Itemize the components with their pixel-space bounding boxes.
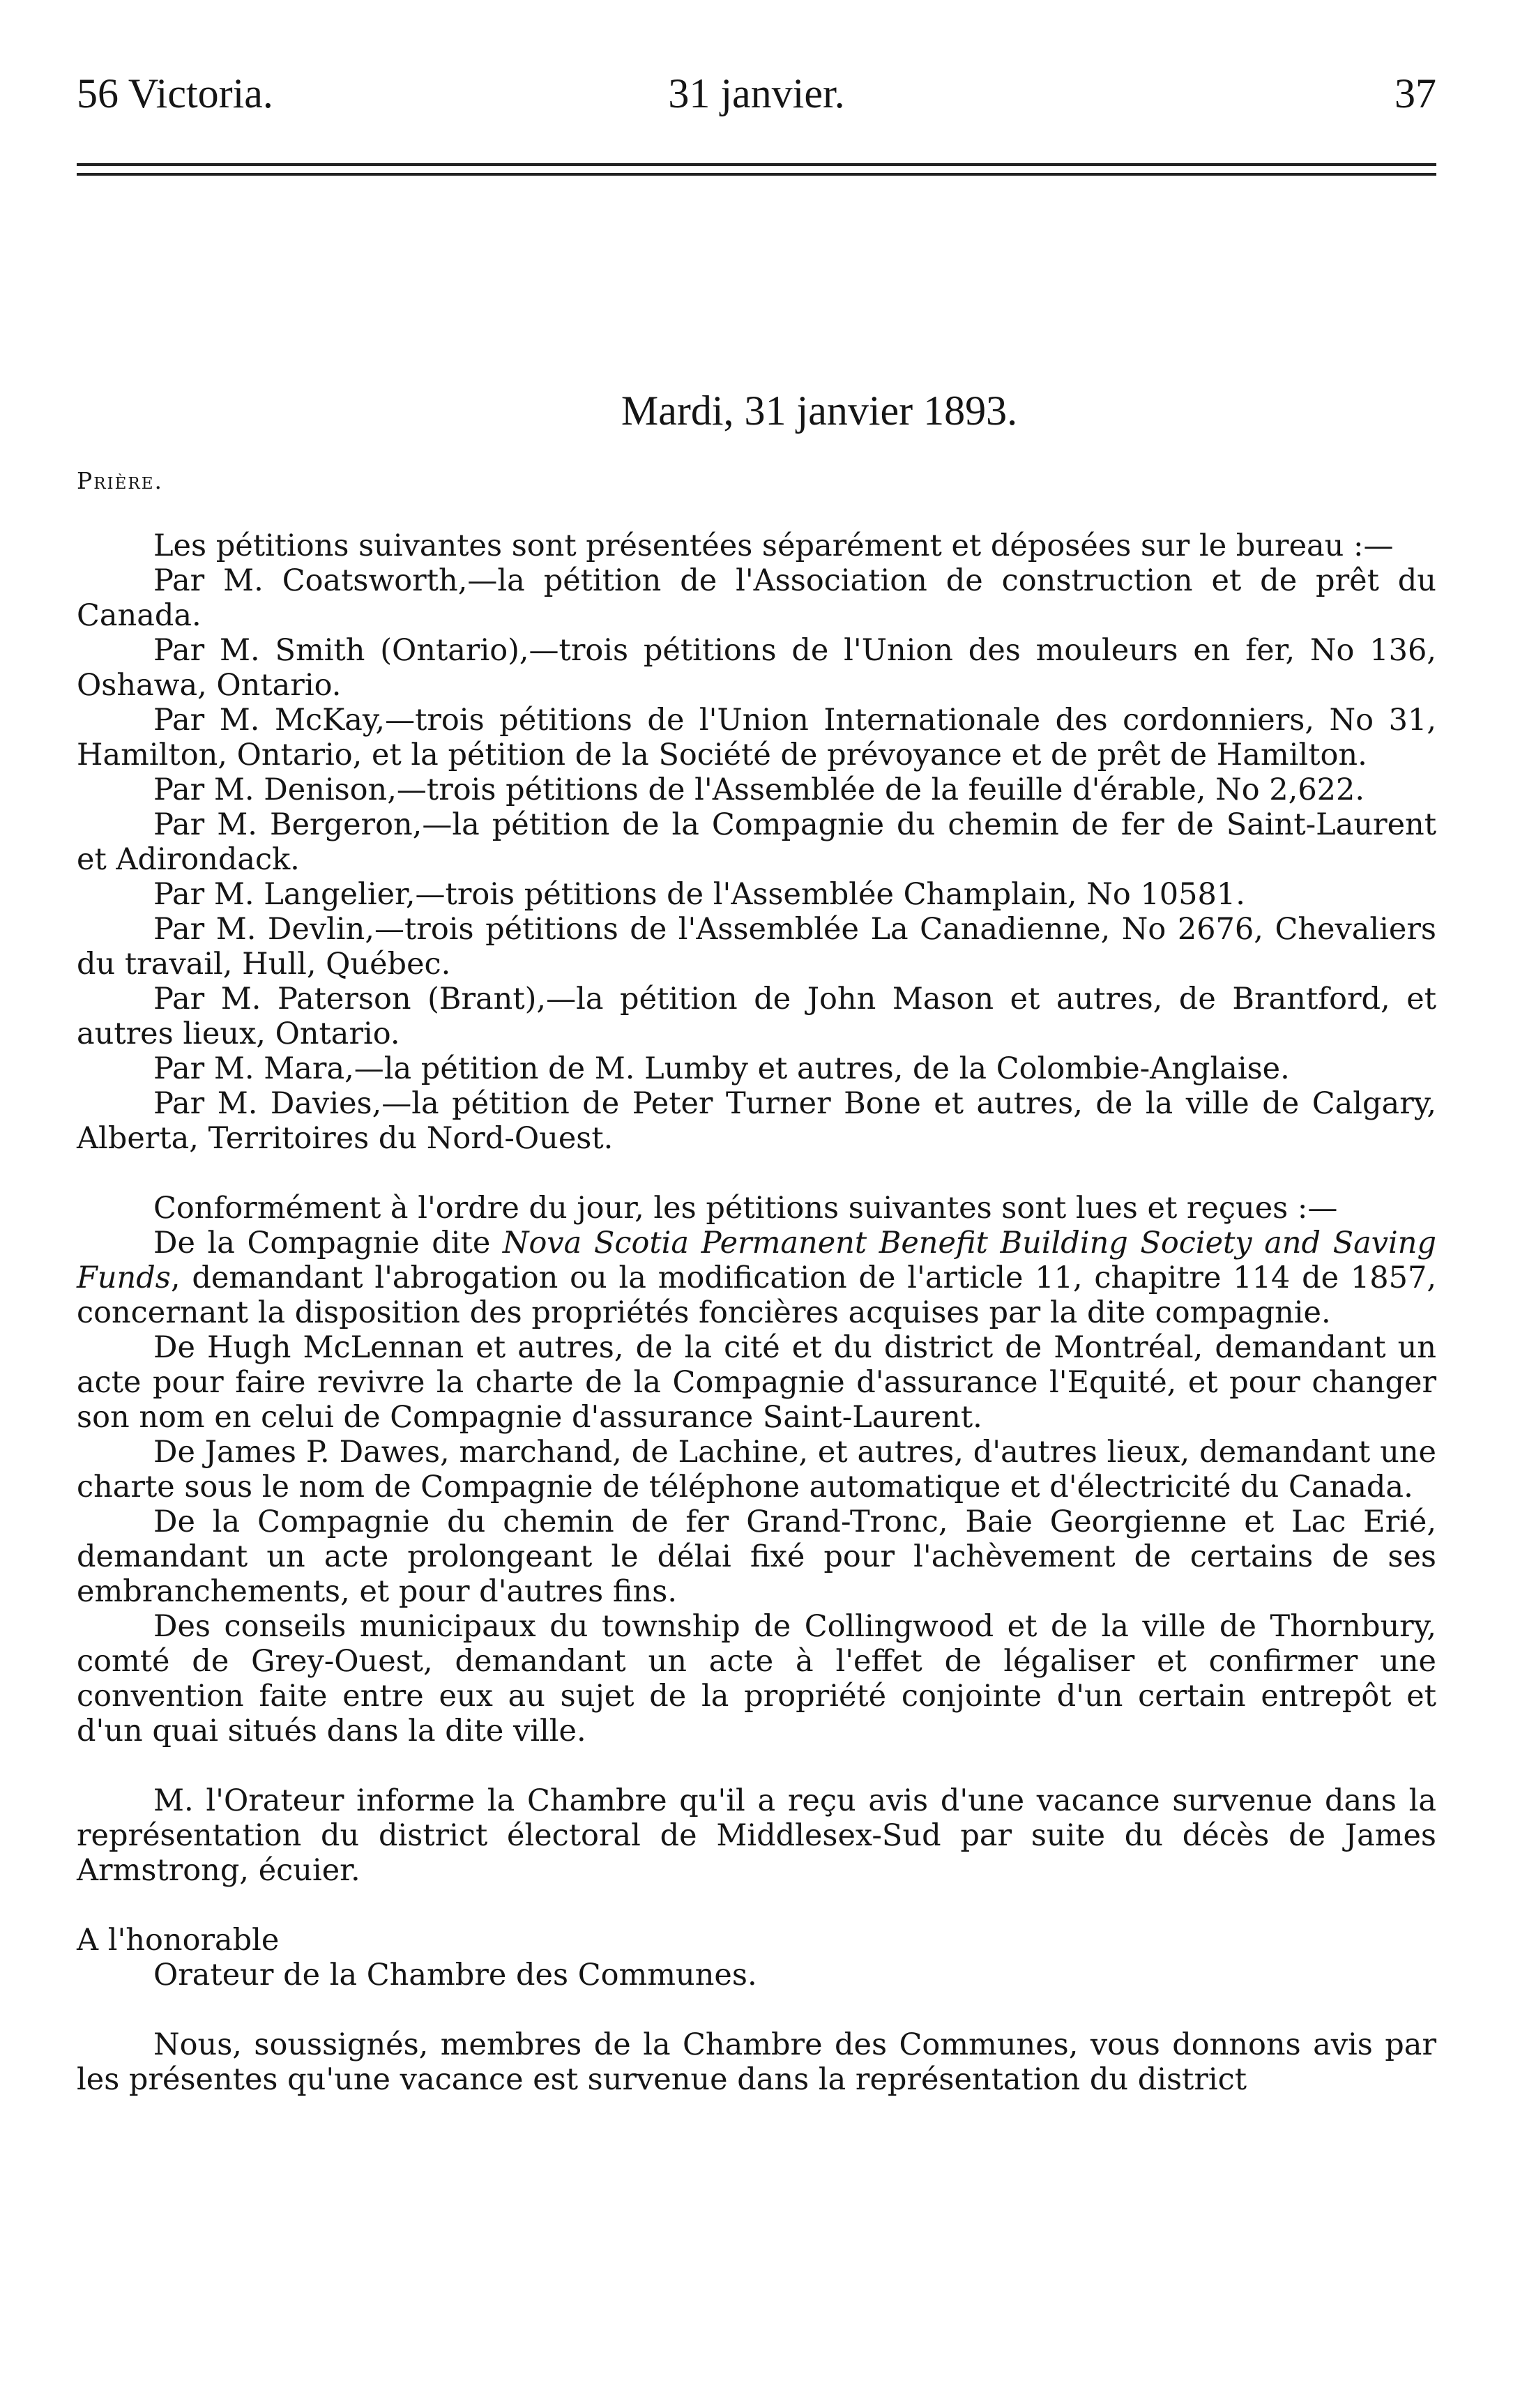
header-double-rule xyxy=(77,163,1436,176)
petition-item: Par M. Mara,—la pétition de M. Lumby et autres, de la Colombie-Anglaise. xyxy=(153,1051,1290,1086)
journal-page xyxy=(77,70,1437,2097)
received-petition-first xyxy=(77,1226,1436,1330)
orateur-notice: M. l'Orateur informe la Chambre qu'il a reçu avis d'une vacance survenue dans la représentation du district électoral de Middlesex-Sud par suite du décès de James Armstrong, écuier. xyxy=(77,1783,1436,1888)
received-first-after: , demandant l'abrogation ou la modification de l'article 11, chapitre 114 de 1857, concernant la disposition des propriétés foncières acquises par la dite compagnie. xyxy=(77,1260,1436,1330)
address-line-1: A l'honorable xyxy=(77,1923,280,1958)
received-intro: Conformément à l'ordre du jour, les pétitions suivantes sont lues et reçues :— xyxy=(153,1191,1338,1226)
petitions-intro: Les pétitions suivantes sont présentées séparément et déposées sur le bureau :— xyxy=(153,528,1394,563)
received-petition: De Hugh McLennan et autres, de la cité et du district de Montréal, demandant un acte pour faire revivre la charte de la Compagnie d'assurance l'Equité, et pour changer son nom en celui de Compagnie d'assurance Saint-Laurent. xyxy=(77,1330,1436,1435)
header-session: 56 Victoria. xyxy=(77,70,273,116)
petition-item: Par M. Langelier,—trois pétitions de l'Assemblée Champlain, No 10581. xyxy=(153,877,1245,912)
address-line-2: Orateur de la Chambre des Communes. xyxy=(153,1958,757,1992)
petition-item: Par M. Coatsworth,—la pétition de l'Association de construction et de prêt du Canada. xyxy=(77,563,1436,633)
vacancy-notice: Nous, soussignés, membres de la Chambre des Communes, vous donnons avis par les présentes qu'une vacance est survenue dans la représentation du district xyxy=(77,2027,1436,2097)
priere-heading: Prière. xyxy=(77,467,163,494)
petition-item: Par M. Devlin,—trois pétitions de l'Assemblée La Canadienne, No 2676, Chevaliers du travail, Hull, Québec. xyxy=(77,912,1436,982)
received-petition: De la Compagnie du chemin de fer Grand-Tronc, Baie Georgienne et Lac Erié, demandant un acte prolongeant le délai fixé pour l'achèvement de certains de ses embranchements, et pour d'autres fins. xyxy=(77,1504,1436,1609)
received-petition: Des conseils municipaux du township de Collingwood et de la ville de Thornbury, comté de Grey-Ouest, demandant un acte à l'effet de légaliser et confirmer une convention faite entre eux au sujet de la propriété conjointe d'un certain entrepôt et d'un quai situés dans la dite ville. xyxy=(77,1609,1436,1748)
petition-item: Par M. Smith (Ontario),—trois pétitions de l'Union des mouleurs en fer, No 136, Oshawa, Ontario. xyxy=(77,633,1436,703)
petition-item: Par M. Bergeron,—la pétition de la Compagnie du chemin de fer de Saint-Laurent et Adirondack. xyxy=(77,807,1436,877)
petition-item: Par M. Davies,—la pétition de Peter Turner Bone et autres, de la ville de Calgary, Alberta, Territoires du Nord-Ouest. xyxy=(77,1086,1436,1156)
petition-item: Par M. McKay,—trois pétitions de l'Union Internationale des cordonniers, No 31, Hamilton, Ontario, et la pétition de la Société de prévoyance et de prêt de Hamilton. xyxy=(77,703,1436,772)
running-header xyxy=(77,70,1436,132)
header-date: 31 janvier. xyxy=(668,70,845,116)
sitting-date-title: Mardi, 31 janvier 1893. xyxy=(621,388,1018,434)
petition-item: Par M. Paterson (Brant),—la pétition de John Mason et autres, de Brantford, et autres lieux, Ontario. xyxy=(77,982,1436,1051)
petition-item: Par M. Denison,—trois pétitions de l'Assemblée de la feuille d'érable, No 2,622. xyxy=(153,772,1365,807)
received-petition: De James P. Dawes, marchand, de Lachine, et autres, d'autres lieux, demandant une charte sous le nom de Compagnie de téléphone automatique et d'électricité du Canada. xyxy=(77,1435,1436,1504)
page-number: 37 xyxy=(1394,70,1436,116)
journal-body xyxy=(77,528,1436,2097)
received-first-before: De la Compagnie dite xyxy=(153,1226,503,1260)
company-name-italic: Nova Scotia Permanent Benefit Building Society and Saving Funds xyxy=(77,1226,1437,1295)
